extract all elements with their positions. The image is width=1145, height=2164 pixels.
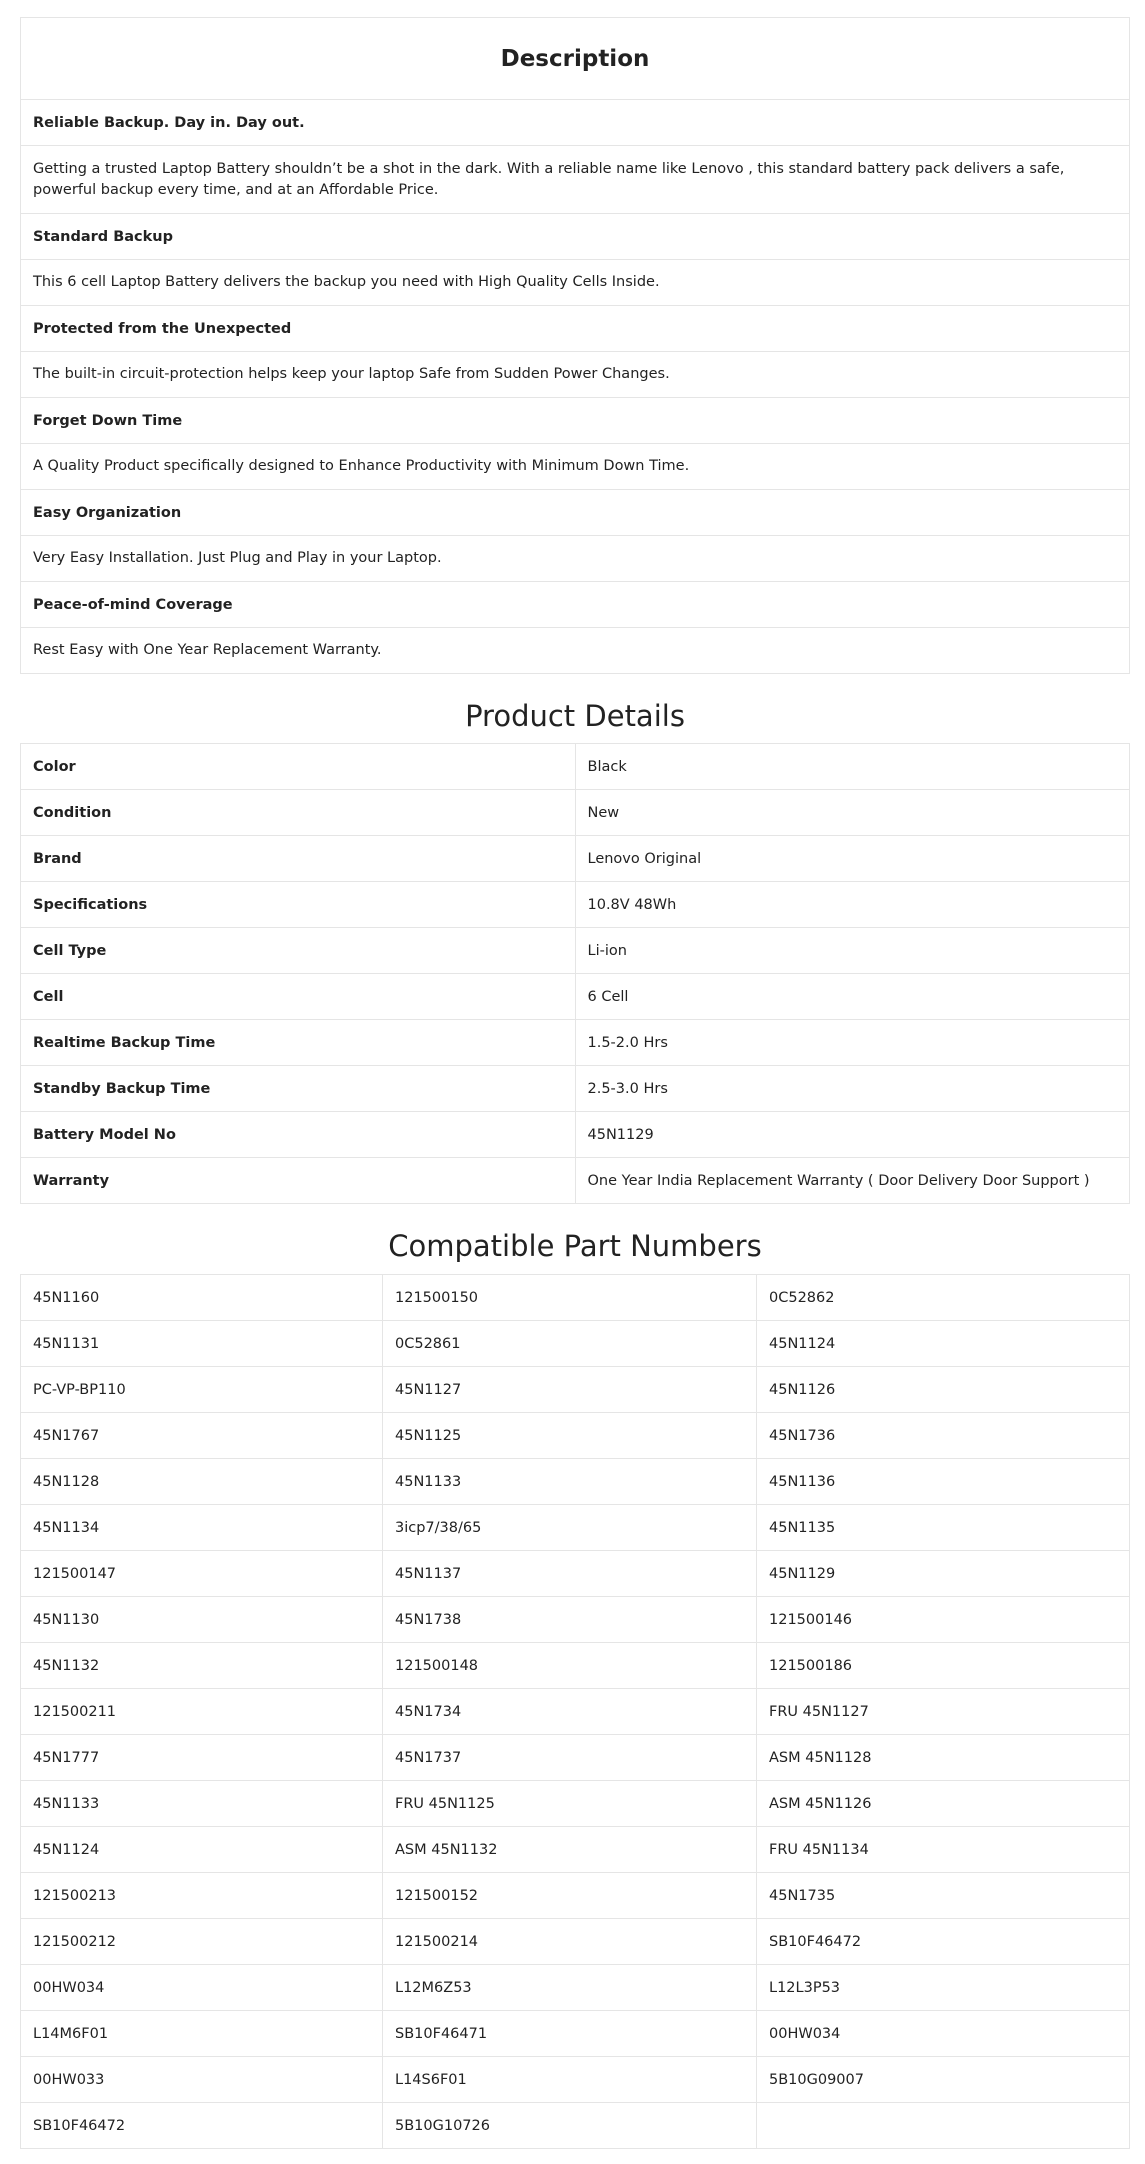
part-number-cell: 5B10G09007 — [757, 2057, 1130, 2103]
description-section-heading-row — [21, 582, 1130, 628]
part-number-cell: 45N1126 — [757, 1367, 1130, 1413]
product-detail-key: Brand — [21, 836, 576, 882]
description-section-heading-row — [21, 398, 1130, 444]
part-number-cell: 45N1135 — [757, 1505, 1130, 1551]
product-detail-row — [21, 928, 1130, 974]
product-detail-key: Condition — [21, 790, 576, 836]
description-section-text: This 6 cell Laptop Battery delivers the backup you need with High Quality Cells Inside. — [21, 260, 1130, 306]
part-number-row — [21, 2103, 1130, 2149]
description-section-heading: Protected from the Unexpected — [21, 306, 1130, 352]
part-number-cell: 45N1124 — [757, 1321, 1130, 1367]
part-number-cell: 45N1777 — [21, 1735, 383, 1781]
part-number-cell: 45N1130 — [21, 1597, 383, 1643]
part-number-row — [21, 2011, 1130, 2057]
description-section-text: Getting a trusted Laptop Battery shouldn’t be a shot in the dark. With a reliable name like Lenovo , this standard battery pack delivers a safe, powerful backup every time, and at an Affordable Price. — [21, 146, 1130, 214]
part-number-cell: 00HW034 — [21, 1965, 383, 2011]
product-detail-row — [21, 744, 1130, 790]
product-details-title: Product Details — [465, 699, 685, 733]
part-number-cell: 0C52861 — [383, 1321, 757, 1367]
description-section-text: Rest Easy with One Year Replacement Warranty. — [21, 628, 1130, 674]
description-section-heading-row — [21, 100, 1130, 146]
description-section-heading: Peace-of-mind Coverage — [21, 582, 1130, 628]
description-table — [20, 17, 1130, 674]
product-detail-key: Cell — [21, 974, 576, 1020]
part-number-cell: 45N1125 — [383, 1413, 757, 1459]
description-section-text: Very Easy Installation. Just Plug and Play in your Laptop. — [21, 536, 1130, 582]
description-title-row — [21, 18, 1130, 100]
part-number-cell: 45N1736 — [757, 1413, 1130, 1459]
compatible-part-numbers-table — [20, 1274, 1130, 2149]
part-number-cell: 45N1136 — [757, 1459, 1130, 1505]
part-number-row — [21, 1827, 1130, 1873]
product-detail-key: Cell Type — [21, 928, 576, 974]
part-number-cell: 45N1737 — [383, 1735, 757, 1781]
part-number-row — [21, 1965, 1130, 2011]
product-detail-key: Realtime Backup Time — [21, 1020, 576, 1066]
part-number-cell: L12L3P53 — [757, 1965, 1130, 2011]
part-number-row — [21, 1505, 1130, 1551]
page-content — [20, 17, 1130, 2149]
part-number-cell: 45N1137 — [383, 1551, 757, 1597]
part-number-row — [21, 1275, 1130, 1321]
part-number-cell: 45N1129 — [757, 1551, 1130, 1597]
part-number-row — [21, 1551, 1130, 1597]
part-number-cell: ASM 45N1128 — [757, 1735, 1130, 1781]
part-number-cell: 121500214 — [383, 1919, 757, 1965]
part-number-cell: SB10F46472 — [757, 1919, 1130, 1965]
product-detail-value: One Year India Replacement Warranty ( Door Delivery Door Support ) — [575, 1158, 1130, 1204]
description-section-heading-row — [21, 490, 1130, 536]
description-section-heading-row — [21, 214, 1130, 260]
part-number-row — [21, 1597, 1130, 1643]
part-number-cell: SB10F46471 — [383, 2011, 757, 2057]
part-number-cell: 121500147 — [21, 1551, 383, 1597]
description-section-text-row — [21, 260, 1130, 306]
description-section-heading: Standard Backup — [21, 214, 1130, 260]
part-number-cell: 45N1735 — [757, 1873, 1130, 1919]
description-section-text-row — [21, 536, 1130, 582]
product-detail-value: 45N1129 — [575, 1112, 1130, 1158]
part-number-cell: ASM 45N1132 — [383, 1827, 757, 1873]
part-number-cell: 121500186 — [757, 1643, 1130, 1689]
product-detail-value: New — [575, 790, 1130, 836]
product-detail-row — [21, 1020, 1130, 1066]
part-number-cell: ASM 45N1126 — [757, 1781, 1130, 1827]
product-detail-key: Standby Backup Time — [21, 1066, 576, 1112]
product-detail-value: Black — [575, 744, 1130, 790]
description-section-heading: Easy Organization — [21, 490, 1130, 536]
part-number-cell: 00HW033 — [21, 2057, 383, 2103]
description-section-text-row — [21, 146, 1130, 214]
part-number-cell: SB10F46472 — [21, 2103, 383, 2149]
part-number-row — [21, 1367, 1130, 1413]
part-number-cell: 45N1131 — [21, 1321, 383, 1367]
part-number-row — [21, 2057, 1130, 2103]
part-number-cell: L12M6Z53 — [383, 1965, 757, 2011]
part-number-cell: 45N1767 — [21, 1413, 383, 1459]
description-section-heading: Forget Down Time — [21, 398, 1130, 444]
part-number-cell: 45N1133 — [383, 1459, 757, 1505]
product-detail-row — [21, 1066, 1130, 1112]
part-number-row — [21, 1413, 1130, 1459]
part-number-row — [21, 1643, 1130, 1689]
part-number-cell: L14S6F01 — [383, 2057, 757, 2103]
part-number-cell: 45N1124 — [21, 1827, 383, 1873]
part-number-cell: 45N1133 — [21, 1781, 383, 1827]
description-section-heading-row — [21, 306, 1130, 352]
part-number-cell: 00HW034 — [757, 2011, 1130, 2057]
part-number-cell: 121500212 — [21, 1919, 383, 1965]
description-section-text-row — [21, 628, 1130, 674]
product-detail-key: Warranty — [21, 1158, 576, 1204]
description-section-heading: Reliable Backup. Day in. Day out. — [21, 100, 1130, 146]
product-detail-value: Lenovo Original — [575, 836, 1130, 882]
part-number-cell: 5B10G10726 — [383, 2103, 757, 2149]
part-number-row — [21, 1321, 1130, 1367]
part-number-cell: 121500148 — [383, 1643, 757, 1689]
part-number-cell: 3icp7/38/65 — [383, 1505, 757, 1551]
product-detail-value: Li-ion — [575, 928, 1130, 974]
part-number-cell: 45N1127 — [383, 1367, 757, 1413]
part-number-cell: FRU 45N1134 — [757, 1827, 1130, 1873]
part-number-cell: 45N1738 — [383, 1597, 757, 1643]
compatible-part-numbers-title: Compatible Part Numbers — [388, 1229, 762, 1263]
product-detail-value: 2.5-3.0 Hrs — [575, 1066, 1130, 1112]
description-section-text: The built-in circuit-protection helps keep your laptop Safe from Sudden Power Changes. — [21, 352, 1130, 398]
part-number-row — [21, 1459, 1130, 1505]
part-number-row — [21, 1873, 1130, 1919]
description-section-text-row — [21, 352, 1130, 398]
part-number-cell: 121500213 — [21, 1873, 383, 1919]
product-detail-row — [21, 1158, 1130, 1204]
product-detail-row — [21, 882, 1130, 928]
part-number-cell: 121500146 — [757, 1597, 1130, 1643]
product-detail-row — [21, 974, 1130, 1020]
description-section-text: A Quality Product specifically designed to Enhance Productivity with Minimum Down Time. — [21, 444, 1130, 490]
product-detail-key: Color — [21, 744, 576, 790]
description-section-text-row — [21, 444, 1130, 490]
part-number-cell: 121500152 — [383, 1873, 757, 1919]
description-title: Description — [21, 18, 1130, 100]
part-number-cell: PC-VP-BP110 — [21, 1367, 383, 1413]
product-detail-value: 10.8V 48Wh — [575, 882, 1130, 928]
part-number-cell: 121500150 — [383, 1275, 757, 1321]
part-number-cell: 121500211 — [21, 1689, 383, 1735]
part-number-cell: 45N1734 — [383, 1689, 757, 1735]
product-detail-key: Specifications — [21, 882, 576, 928]
product-detail-value: 1.5-2.0 Hrs — [575, 1020, 1130, 1066]
part-number-cell — [757, 2103, 1130, 2149]
part-number-cell: 45N1132 — [21, 1643, 383, 1689]
part-number-cell: FRU 45N1127 — [757, 1689, 1130, 1735]
part-number-cell: L14M6F01 — [21, 2011, 383, 2057]
part-number-cell: 45N1128 — [21, 1459, 383, 1505]
product-detail-row — [21, 836, 1130, 882]
part-number-row — [21, 1735, 1130, 1781]
product-details-table — [20, 743, 1130, 1204]
part-number-row — [21, 1781, 1130, 1827]
part-number-row — [21, 1919, 1130, 1965]
part-number-cell: FRU 45N1125 — [383, 1781, 757, 1827]
product-detail-key: Battery Model No — [21, 1112, 576, 1158]
part-number-cell: 45N1160 — [21, 1275, 383, 1321]
part-number-cell: 0C52862 — [757, 1275, 1130, 1321]
product-detail-value: 6 Cell — [575, 974, 1130, 1020]
part-number-row — [21, 1689, 1130, 1735]
product-detail-row — [21, 790, 1130, 836]
product-detail-row — [21, 1112, 1130, 1158]
part-number-cell: 45N1134 — [21, 1505, 383, 1551]
